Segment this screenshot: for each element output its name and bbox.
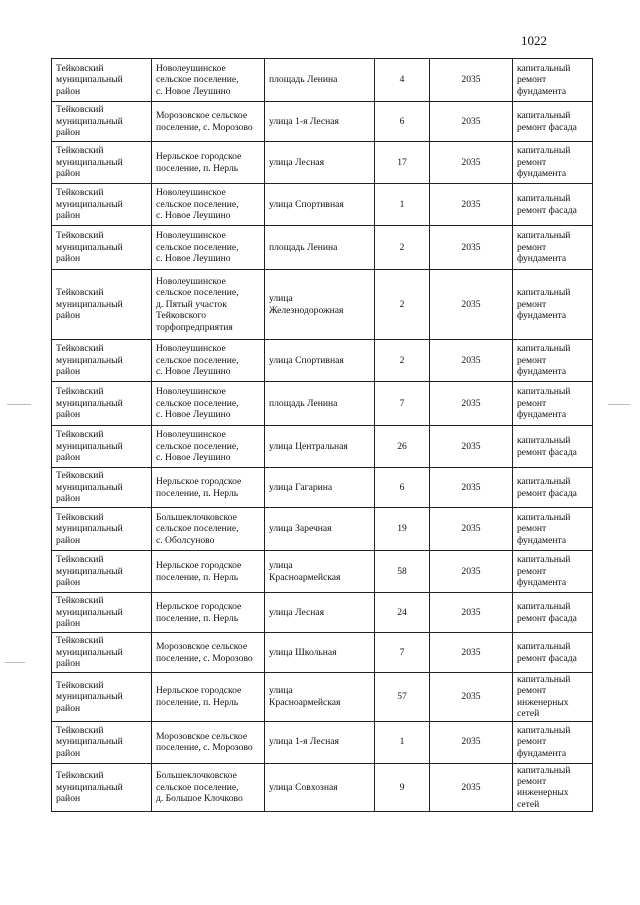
settlement-cell <box>152 633 265 673</box>
district-line: Тейковский <box>56 429 104 441</box>
work-type-line: капитальный <box>517 476 571 488</box>
settlement-cell <box>152 508 265 551</box>
district-line: муниципальный <box>56 354 123 366</box>
settlement-line: Морозовское сельское <box>156 641 248 653</box>
district-line: Тейковский <box>56 187 104 199</box>
settlement-cell <box>152 426 265 468</box>
table-row <box>52 184 593 226</box>
house-number-cell: 24 <box>375 593 430 633</box>
settlement-line: с. Новое Леушино <box>156 85 231 97</box>
table-row <box>52 763 593 812</box>
house-number-cell: 9 <box>375 763 430 812</box>
year-cell: 2035 <box>430 551 513 593</box>
district-line: муниципальный <box>56 565 123 577</box>
district-cell <box>52 382 152 426</box>
district-cell <box>52 551 152 593</box>
work-type-cell <box>513 593 593 633</box>
table-row <box>52 721 593 763</box>
street-cell <box>265 673 375 722</box>
settlement-line: Новолеушинское <box>156 187 226 199</box>
district-cell <box>52 633 152 673</box>
street-line: Красноармейская <box>269 696 341 708</box>
district-line: район <box>56 534 81 546</box>
settlement-cell <box>152 382 265 426</box>
settlement-cell <box>152 184 265 226</box>
district-line: муниципальный <box>56 691 123 703</box>
work-type-cell <box>513 721 593 763</box>
table-row <box>52 673 593 722</box>
street-line: площадь Ленина <box>269 74 338 86</box>
settlement-line: д. Большое Клочково <box>156 793 243 805</box>
district-line: район <box>56 168 81 180</box>
street-line: площадь Ленина <box>269 241 338 253</box>
work-type-line: капитальный <box>517 287 571 299</box>
settlement-line: поселение, п. Нерль <box>156 162 239 174</box>
house-number-cell: 4 <box>375 59 430 102</box>
work-type-cell <box>513 59 593 102</box>
district-cell <box>52 468 152 508</box>
work-type-line: ремонт фасада <box>517 446 577 458</box>
settlement-cell <box>152 721 265 763</box>
street-line: Красноармейская <box>269 571 341 583</box>
street-cell <box>265 721 375 763</box>
year-cell: 2035 <box>430 468 513 508</box>
district-line: Тейковский <box>56 104 104 116</box>
settlement-line: с. Оболсуново <box>156 534 215 546</box>
table-row <box>52 633 593 673</box>
settlement-line: поселение, с. Морозово <box>156 652 253 664</box>
scan-artifact-line <box>7 404 31 405</box>
street-line: улица Гагарина <box>269 481 333 493</box>
street-line: площадь Ленина <box>269 397 338 409</box>
settlement-cell <box>152 270 265 340</box>
settlement-line: Новолеушинское <box>156 275 226 287</box>
district-line: Тейковский <box>56 511 104 523</box>
district-line: Тейковский <box>56 470 104 482</box>
work-type-cell <box>513 340 593 382</box>
settlement-line: сельское поселение, <box>156 440 239 452</box>
district-line: район <box>56 253 81 265</box>
street-line: Железнодорожная <box>269 304 344 316</box>
work-type-line: ремонт <box>517 298 547 310</box>
street-line: улица Спортивная <box>269 198 344 210</box>
district-line: район <box>56 577 81 589</box>
settlement-line: с. Новое Леушино <box>156 253 231 265</box>
table-row <box>52 426 593 468</box>
work-type-line: фундамента <box>517 85 567 97</box>
settlement-line: Большеклочковское <box>156 511 237 523</box>
work-type-line: капитальный <box>517 386 571 398</box>
settlement-cell <box>152 468 265 508</box>
work-type-line: капитальный <box>517 641 571 653</box>
settlement-line: сельское поселение, <box>156 287 239 299</box>
year-cell: 2035 <box>430 270 513 340</box>
district-line: район <box>56 310 81 322</box>
table-row <box>52 270 593 340</box>
street-cell <box>265 382 375 426</box>
street-line: улица Совхозная <box>269 781 338 793</box>
settlement-line: поселение, с. Морозово <box>156 742 253 754</box>
table-row <box>52 382 593 426</box>
district-cell <box>52 270 152 340</box>
street-cell <box>265 633 375 673</box>
work-type-line: ремонт фасада <box>517 121 577 133</box>
house-number-cell: 6 <box>375 468 430 508</box>
work-type-cell <box>513 102 593 142</box>
settlement-line: Новолеушинское <box>156 429 226 441</box>
district-line: муниципальный <box>56 397 123 409</box>
work-type-line: капитальный <box>517 110 571 122</box>
settlement-cell <box>152 142 265 184</box>
settlement-line: Нерльское городское <box>156 601 242 613</box>
settlement-line: Новолеушинское <box>156 386 226 398</box>
district-line: Тейковский <box>56 62 104 74</box>
district-cell <box>52 721 152 763</box>
work-type-line: фундамента <box>517 253 567 265</box>
settlement-line: Новолеушинское <box>156 230 226 242</box>
work-type-cell <box>513 508 593 551</box>
house-number-cell: 6 <box>375 102 430 142</box>
settlement-line: Нерльское городское <box>156 476 242 488</box>
street-line: улица Лесная <box>269 156 325 168</box>
work-type-line: ремонт <box>517 523 547 535</box>
work-type-line: капитальный <box>517 62 571 74</box>
district-line: район <box>56 618 81 630</box>
settlement-line: с. Новое Леушино <box>156 452 231 464</box>
street-cell <box>265 593 375 633</box>
settlement-cell <box>152 551 265 593</box>
work-type-line: сетей <box>517 798 540 810</box>
house-number-cell: 17 <box>375 142 430 184</box>
district-line: район <box>56 85 81 97</box>
year-cell: 2035 <box>430 508 513 551</box>
district-cell <box>52 673 152 722</box>
street-cell <box>265 184 375 226</box>
district-line: муниципальный <box>56 74 123 86</box>
house-number-cell: 58 <box>375 551 430 593</box>
year-cell: 2035 <box>430 102 513 142</box>
district-line: муниципальный <box>56 198 123 210</box>
street-line: улица <box>269 685 293 697</box>
district-line: Тейковский <box>56 145 104 157</box>
district-cell <box>52 226 152 270</box>
settlement-line: сельское поселение, <box>156 354 239 366</box>
work-type-cell <box>513 184 593 226</box>
street-line: улица Лесная <box>269 606 325 618</box>
housing-repair-table <box>51 58 593 812</box>
work-type-cell <box>513 226 593 270</box>
work-type-line: фундамента <box>517 168 567 180</box>
table-row <box>52 59 593 102</box>
year-cell: 2035 <box>430 59 513 102</box>
year-cell: 2035 <box>430 673 513 722</box>
street-line: улица <box>269 560 293 572</box>
settlement-cell <box>152 673 265 722</box>
settlement-cell <box>152 340 265 382</box>
house-number-cell: 1 <box>375 721 430 763</box>
settlement-line: с. Новое Леушино <box>156 366 231 378</box>
work-type-line: фундамента <box>517 577 567 589</box>
district-line: район <box>56 127 81 139</box>
district-line: муниципальный <box>56 646 123 658</box>
settlement-line: Тейковского <box>156 310 207 322</box>
work-type-line: ремонт фасада <box>517 487 577 499</box>
work-type-line: капитальный <box>517 435 571 447</box>
year-cell: 2035 <box>430 184 513 226</box>
district-line: муниципальный <box>56 736 123 748</box>
table-row <box>52 102 593 142</box>
district-line: муниципальный <box>56 481 123 493</box>
year-cell: 2035 <box>430 763 513 812</box>
settlement-line: сельское поселение, <box>156 74 239 86</box>
street-line: улица Спортивная <box>269 354 344 366</box>
district-line: Тейковский <box>56 595 104 607</box>
house-number-cell: 7 <box>375 633 430 673</box>
table-row <box>52 340 593 382</box>
work-type-line: капитальный <box>517 230 571 242</box>
work-type-line: инженерных <box>517 696 569 708</box>
street-line: улица Центральная <box>269 440 348 452</box>
district-line: район <box>56 658 81 670</box>
settlement-line: поселение, п. Нерль <box>156 696 239 708</box>
settlement-line: сельское поселение, <box>156 241 239 253</box>
district-line: Тейковский <box>56 230 104 242</box>
district-line: муниципальный <box>56 440 123 452</box>
work-type-cell <box>513 763 593 812</box>
house-number-cell: 1 <box>375 184 430 226</box>
district-cell <box>52 508 152 551</box>
street-line: улица 1-я Лесная <box>269 736 339 748</box>
settlement-line: Морозовское сельское <box>156 110 248 122</box>
table-row <box>52 551 593 593</box>
district-line: район <box>56 452 81 464</box>
street-cell <box>265 468 375 508</box>
settlement-line: сельское поселение, <box>156 198 239 210</box>
street-cell <box>265 59 375 102</box>
district-cell <box>52 184 152 226</box>
work-type-line: капитальный <box>517 764 571 776</box>
settlement-line: поселение, п. Нерль <box>156 487 239 499</box>
district-line: Тейковский <box>56 635 104 647</box>
work-type-cell <box>513 382 593 426</box>
work-type-line: ремонт <box>517 736 547 748</box>
district-line: Тейковский <box>56 725 104 737</box>
work-type-line: капитальный <box>517 674 571 685</box>
house-number-cell: 26 <box>375 426 430 468</box>
table-row <box>52 468 593 508</box>
work-type-line: фундамента <box>517 409 567 421</box>
work-type-line: ремонт <box>517 685 547 697</box>
district-line: муниципальный <box>56 241 123 253</box>
year-cell: 2035 <box>430 340 513 382</box>
district-cell <box>52 59 152 102</box>
year-cell: 2035 <box>430 593 513 633</box>
settlement-line: Нерльское городское <box>156 685 242 697</box>
street-cell <box>265 763 375 812</box>
district-cell <box>52 763 152 812</box>
street-line: улица Школьная <box>269 646 337 658</box>
district-line: Тейковский <box>56 770 104 782</box>
work-type-line: ремонт <box>517 74 547 86</box>
district-line: муниципальный <box>56 298 123 310</box>
district-line: район <box>56 702 81 714</box>
table-row <box>52 142 593 184</box>
work-type-line: капитальный <box>517 343 571 355</box>
work-type-line: капитальный <box>517 554 571 566</box>
house-number-cell: 57 <box>375 673 430 722</box>
district-line: муниципальный <box>56 606 123 618</box>
work-type-cell <box>513 270 593 340</box>
house-number-cell: 2 <box>375 340 430 382</box>
work-type-line: фундамента <box>517 747 567 759</box>
settlement-cell <box>152 593 265 633</box>
table-row <box>52 508 593 551</box>
work-type-cell <box>513 142 593 184</box>
settlement-line: с. Новое Леушино <box>156 210 231 222</box>
work-type-cell <box>513 551 593 593</box>
district-line: муниципальный <box>56 523 123 535</box>
work-type-line: ремонт <box>517 354 547 366</box>
work-type-line: капитальный <box>517 725 571 737</box>
work-type-line: ремонт <box>517 776 547 788</box>
work-type-cell <box>513 633 593 673</box>
settlement-cell <box>152 763 265 812</box>
district-line: район <box>56 409 81 421</box>
scan-artifact-line <box>5 662 25 663</box>
house-number-cell: 19 <box>375 508 430 551</box>
settlement-line: Нерльское городское <box>156 151 242 163</box>
year-cell: 2035 <box>430 721 513 763</box>
house-number-cell: 7 <box>375 382 430 426</box>
district-line: муниципальный <box>56 115 123 127</box>
settlement-line: д. Пятый участок <box>156 298 227 310</box>
district-line: муниципальный <box>56 156 123 168</box>
work-type-line: капитальный <box>517 193 571 205</box>
page-number: 1022 <box>521 33 547 48</box>
district-line: муниципальный <box>56 781 123 793</box>
work-type-line: капитальный <box>517 145 571 157</box>
work-type-line: капитальный <box>517 511 571 523</box>
district-line: район <box>56 747 81 759</box>
settlement-line: Морозовское сельское <box>156 730 248 742</box>
street-cell <box>265 508 375 551</box>
work-type-line: ремонт <box>517 565 547 577</box>
settlement-line: сельское поселение, <box>156 781 239 793</box>
district-cell <box>52 426 152 468</box>
settlement-line: сельское поселение, <box>156 523 239 535</box>
work-type-line: фундамента <box>517 534 567 546</box>
settlement-cell <box>152 226 265 270</box>
work-type-line: ремонт <box>517 241 547 253</box>
year-cell: 2035 <box>430 382 513 426</box>
district-line: район <box>56 493 81 505</box>
settlement-line: Новолеушинское <box>156 343 226 355</box>
settlement-line: торфопредприятия <box>156 321 233 333</box>
house-number-cell: 2 <box>375 270 430 340</box>
district-cell <box>52 142 152 184</box>
year-cell: 2035 <box>430 142 513 184</box>
work-type-line: ремонт фасада <box>517 612 577 624</box>
work-type-line: фундамента <box>517 310 567 322</box>
street-line: улица Заречная <box>269 523 332 535</box>
settlement-cell <box>152 102 265 142</box>
work-type-cell <box>513 673 593 722</box>
work-type-cell <box>513 426 593 468</box>
work-type-line: фундамента <box>517 366 567 378</box>
district-line: район <box>56 793 81 805</box>
district-line: район <box>56 210 81 222</box>
district-line: Тейковский <box>56 343 104 355</box>
settlement-line: поселение, с. Морозово <box>156 121 253 133</box>
street-line: улица 1-я Лесная <box>269 115 339 127</box>
district-line: Тейковский <box>56 386 104 398</box>
street-cell <box>265 551 375 593</box>
settlement-line: Большеклочковское <box>156 770 237 782</box>
settlement-line: Новолеушинское <box>156 62 226 74</box>
street-cell <box>265 340 375 382</box>
work-type-line: капитальный <box>517 601 571 613</box>
district-cell <box>52 340 152 382</box>
work-type-line: сетей <box>517 708 540 720</box>
work-type-line: инженерных <box>517 787 569 799</box>
settlement-line: поселение, п. Нерль <box>156 612 239 624</box>
work-type-line: ремонт <box>517 156 547 168</box>
district-line: район <box>56 366 81 378</box>
district-cell <box>52 102 152 142</box>
table-row <box>52 226 593 270</box>
settlement-line: с. Новое Леушино <box>156 409 231 421</box>
year-cell: 2035 <box>430 633 513 673</box>
table-row <box>52 593 593 633</box>
street-cell <box>265 102 375 142</box>
street-cell <box>265 426 375 468</box>
work-type-line: ремонт фасада <box>517 652 577 664</box>
year-cell: 2035 <box>430 226 513 270</box>
settlement-line: сельское поселение, <box>156 397 239 409</box>
district-line: Тейковский <box>56 679 104 691</box>
district-line: Тейковский <box>56 287 104 299</box>
street-line: улица <box>269 293 293 305</box>
work-type-line: ремонт фасада <box>517 204 577 216</box>
street-cell <box>265 226 375 270</box>
house-number-cell: 2 <box>375 226 430 270</box>
settlement-cell <box>152 59 265 102</box>
work-type-line: ремонт <box>517 397 547 409</box>
work-type-cell <box>513 468 593 508</box>
settlement-line: поселение, п. Нерль <box>156 571 239 583</box>
settlement-line: Нерльское городское <box>156 560 242 572</box>
street-cell <box>265 142 375 184</box>
district-cell <box>52 593 152 633</box>
year-cell: 2035 <box>430 426 513 468</box>
street-cell <box>265 270 375 340</box>
district-line: Тейковский <box>56 554 104 566</box>
scan-artifact-line <box>608 404 630 405</box>
